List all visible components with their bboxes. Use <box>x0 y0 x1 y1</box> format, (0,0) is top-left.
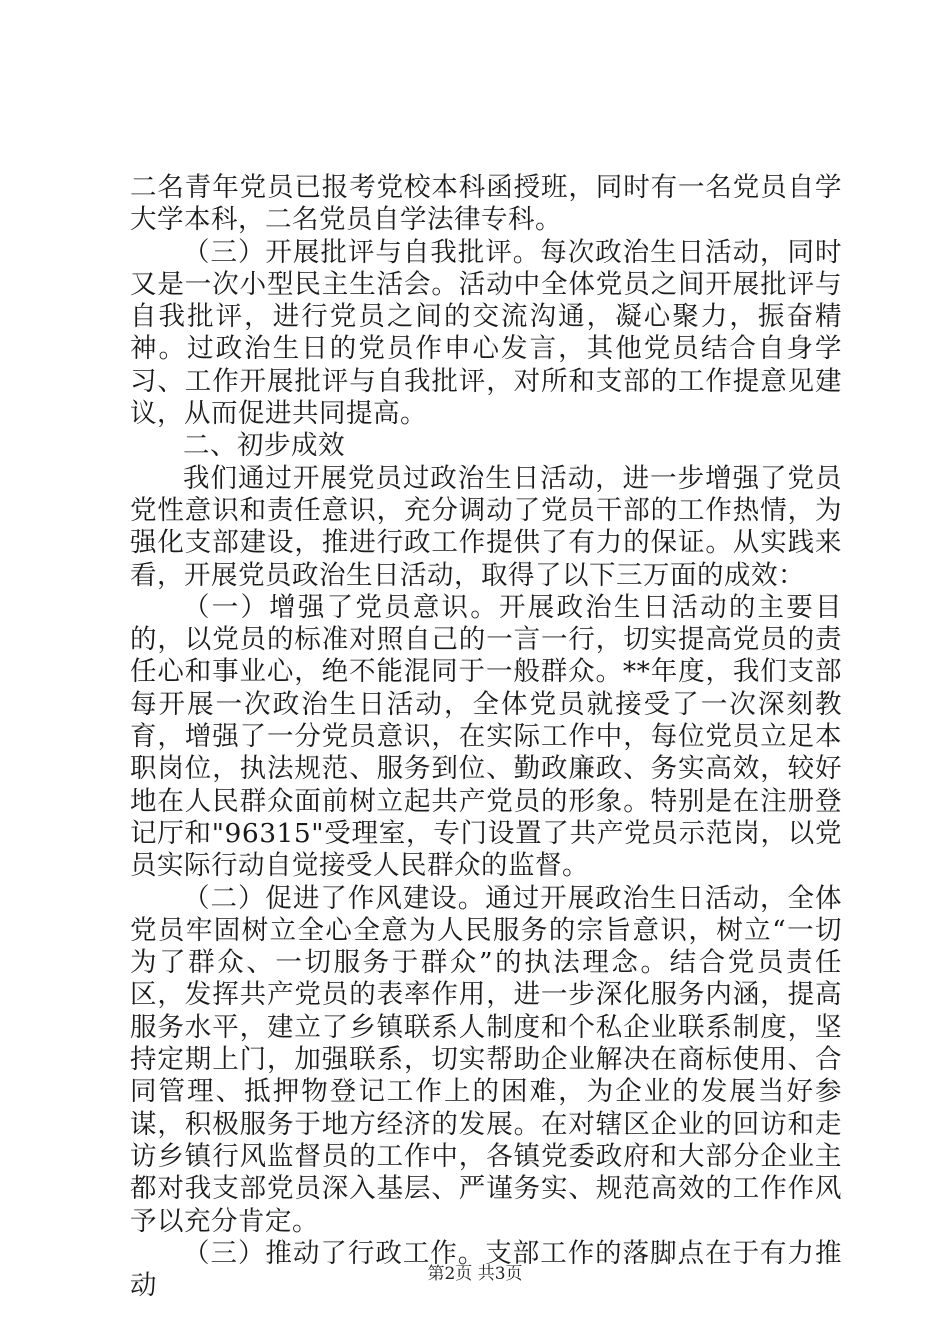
document-body <box>130 172 842 1302</box>
paragraph-1: 二名青年党员已报考党校本科函授班，同时有一名党员自学大学本科，二名党员自学法律专科。 <box>130 172 842 236</box>
paragraph-3: 我们通过开展党员过政治生日活动，进一步增强了党员党性意识和责任意识，充分调动了党员干部的工作热情，为强化支部建设，推进行政工作提供了有力的保证。从实践来看，开展党员政治生日活动，取得了以下三万面的成效： <box>130 462 842 591</box>
paragraph-4: （一）增强了党员意识。开展政治生日活动的主要目的，以党员的标准对照自己的一言一行，切实提高党员的责任心和事业心，绝不能混同于一般群众。**年度，我们支部每开展一次政治生日活动，全体党员就接受了一次深刻教育，增强了一分党员意识，在实际工作中，每位党员立足本职岗位，执法规范、服务到位、勤政廉政、务实高效，较好地在人民群众面前树立起共产党员的形象。特别是在注册登记厅和"96315"受理室，专门设置了共产党员示范岗，以党员实际行动自觉接受人民群众的监督。 <box>130 591 842 882</box>
paragraph-2: （三）开展批评与自我批评。每次政治生日活动，同时又是一次小型民主生活会。活动中全体党员之间开展批评与自我批评，进行党员之间的交流沟通，凝心聚力，振奋精神。过政治生日的党员作申心发言，其他党员结合自身学习、工作开展批评与自我批评，对所和支部的工作提意见建议，从而促进共同提高。 <box>130 236 842 430</box>
paragraph-6: （三）推动了行政工作。支部工作的落脚点在于有力推动 <box>130 1237 842 1302</box>
paragraph-5: （二）促进了作风建设。通过开展政治生日活动，全体党员牢固树立全心全意为人民服务的宗旨意识，树立“一切为了群众、一切服务于群众”的执法理念。结合党员责任区，发挥共产党员的表率作用，进一步深化服务内涵，提高服务水平，建立了乡镇联系人制度和个私企业联系制度，坚持定期上门，加强联系，切实帮助企业解决在商标使用、合同管理、抵押物登记工作上的困难，为企业的发展当好参谋，积极服务于地方经济的发展。在对辖区企业的回访和走访乡镇行风监督员的工作中，各镇党委政府和大部分企业主都对我支部党员深入基层、严谨务实、规范高效的工作作风予以充分肯定。 <box>130 882 842 1237</box>
section-heading: 二、初步成效 <box>183 430 345 462</box>
page-number-footer: 第2页 共3页 <box>427 1264 523 1284</box>
